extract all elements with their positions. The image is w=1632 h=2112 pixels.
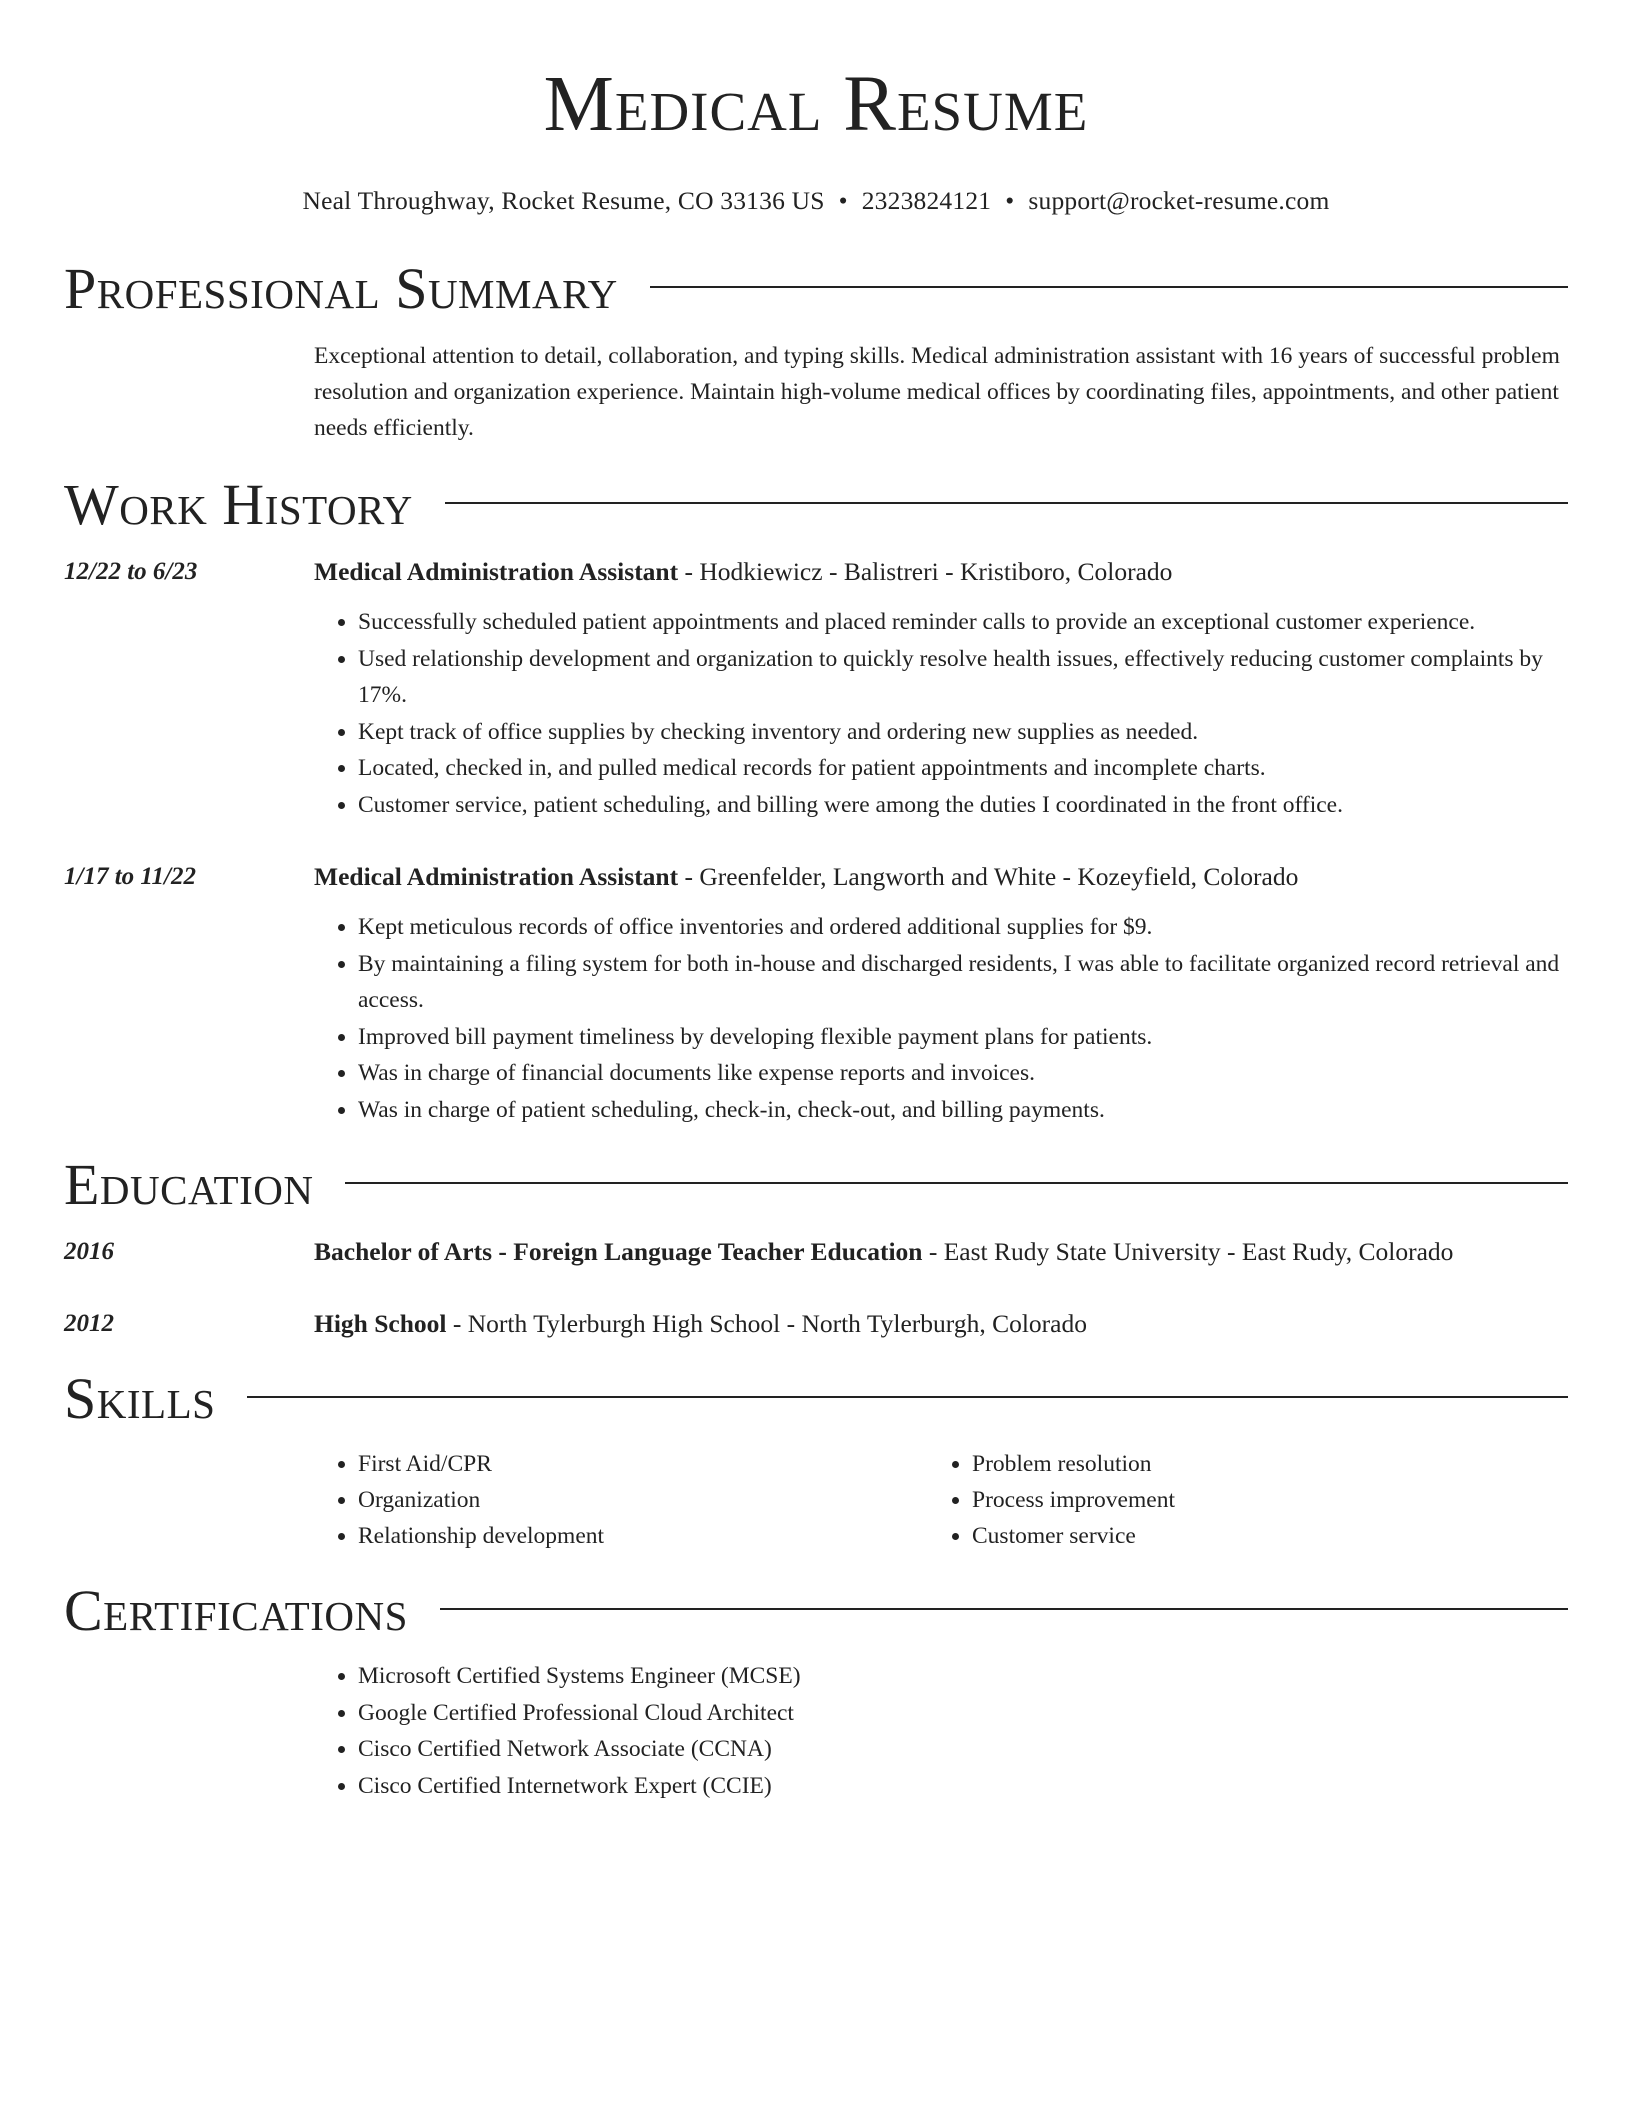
job-bullets (314, 604, 1568, 823)
list-item: • Improved bill payment timeliness by developing flexible payment plans for patients. (358, 1019, 1568, 1056)
summary-section-header (64, 258, 1568, 320)
list-item: • Was in charge of financial documents like expense reports and invoices. (358, 1055, 1568, 1092)
skills-list (314, 1446, 1568, 1554)
list-item: • By maintaining a filing system for both in-house and discharged residents, I was able to facilitate organized record retrieval and access. (358, 946, 1568, 1019)
education-entry (64, 1234, 1568, 1270)
list-item: • Used relationship development and organization to quickly resolve health issues, effectively reducing customer complaints by 17%. (358, 641, 1568, 714)
job-title: Medical Administration Assistant (314, 557, 679, 586)
job-content (314, 554, 1568, 823)
education-school: - East Rudy State University - East Rudy, Colorado (922, 1237, 1454, 1266)
job-entry (64, 554, 1568, 823)
contact-address: Neal Throughway, Rocket Resume, CO 33136 US (302, 186, 825, 215)
contact-separator: • (838, 186, 848, 215)
certifications-list (314, 1658, 1568, 1804)
list-item: • Located, checked in, and pulled medical records for patient appointments and incomplete charts. (358, 750, 1568, 787)
list-item: • Kept meticulous records of office inventories and ordered additional supplies for $9. (358, 909, 1568, 946)
job-dates: 1/17 to 11/22 (64, 863, 196, 890)
list-item: • Google Certified Professional Cloud Architect (358, 1695, 1568, 1732)
list-item: • Customer service (972, 1518, 1542, 1554)
education-entry (64, 1306, 1568, 1342)
list-item: • Problem resolution (972, 1446, 1542, 1482)
education-degree: Bachelor of Arts - Foreign Language Teacher Education (314, 1237, 923, 1266)
skills-column-left (314, 1446, 928, 1554)
list-item: • Customer service, patient scheduling, and billing were among the duties I coordinated in the front office. (358, 787, 1568, 824)
list-item: • Successfully scheduled patient appointments and placed reminder calls to provide an exceptional customer experience. (358, 604, 1568, 641)
list-item: • Was in charge of patient scheduling, check-in, check-out, and billing payments. (358, 1092, 1568, 1129)
list-item: • Cisco Certified Network Associate (CCNA) (358, 1731, 1568, 1768)
job-content (314, 859, 1568, 1128)
list-item: • First Aid/CPR (358, 1446, 928, 1482)
education-school: - North Tylerburgh High School - North Tylerburgh, Colorado (446, 1309, 1087, 1338)
list-item: • Process improvement (972, 1482, 1542, 1518)
education-section-header (64, 1154, 1568, 1216)
education-content (314, 1234, 1568, 1270)
job-title: Medical Administration Assistant (314, 862, 679, 891)
education-year: 2016 (64, 1238, 114, 1265)
job-entry (64, 859, 1568, 1128)
contact-line (64, 184, 1568, 218)
job-employer: - Hodkiewicz - Balistreri - Kristiboro, Colorado (678, 557, 1173, 586)
section-divider (345, 1182, 1568, 1184)
job-employer: - Greenfelder, Langworth and White - Kozeyfield, Colorado (678, 862, 1299, 891)
contact-separator: • (1005, 186, 1015, 215)
education-content (314, 1306, 1568, 1342)
job-role-line (314, 554, 1568, 590)
skills-section-header (64, 1368, 1568, 1430)
list-item: • Kept track of office supplies by checking inventory and ordering new supplies as needed. (358, 714, 1568, 751)
section-divider (440, 1608, 1568, 1610)
job-role-line (314, 859, 1568, 895)
work-section-header (64, 474, 1568, 536)
education-year: 2012 (64, 1310, 114, 1337)
list-item: • Relationship development (358, 1518, 928, 1554)
education-degree: High School (314, 1309, 447, 1338)
certifications-items (314, 1658, 1568, 1804)
job-bullets (314, 909, 1568, 1128)
list-item: • Organization (358, 1482, 928, 1518)
section-heading-work: Work History (64, 472, 413, 537)
list-item: • Cisco Certified Internetwork Expert (CCIE) (358, 1768, 1568, 1805)
section-divider (247, 1396, 1568, 1398)
section-heading-education: Education (64, 1152, 314, 1217)
contact-phone: 2323824121 (861, 186, 992, 215)
section-divider (445, 502, 1568, 504)
section-heading-certifications: Certifications (64, 1578, 408, 1643)
job-dates: 12/22 to 6/23 (64, 558, 198, 585)
summary-text: Exceptional attention to detail, collaboration, and typing skills. Medical administration assistant with 16 years of successful problem resolution and organization experience. Maintain high-volume medical offices by coordinating files, appointments, and other patient needs efficiently. (314, 343, 1560, 441)
certifications-section-header (64, 1580, 1568, 1642)
list-item: • Microsoft Certified Systems Engineer (MCSE) (358, 1658, 1568, 1695)
skills-column-right (928, 1446, 1542, 1554)
contact-email: support@rocket-resume.com (1028, 186, 1330, 215)
section-heading-skills: Skills (64, 1366, 216, 1431)
page-title: Medical Resume (543, 61, 1089, 148)
section-heading-summary: Professional Summary (64, 256, 618, 321)
section-divider (650, 286, 1568, 288)
